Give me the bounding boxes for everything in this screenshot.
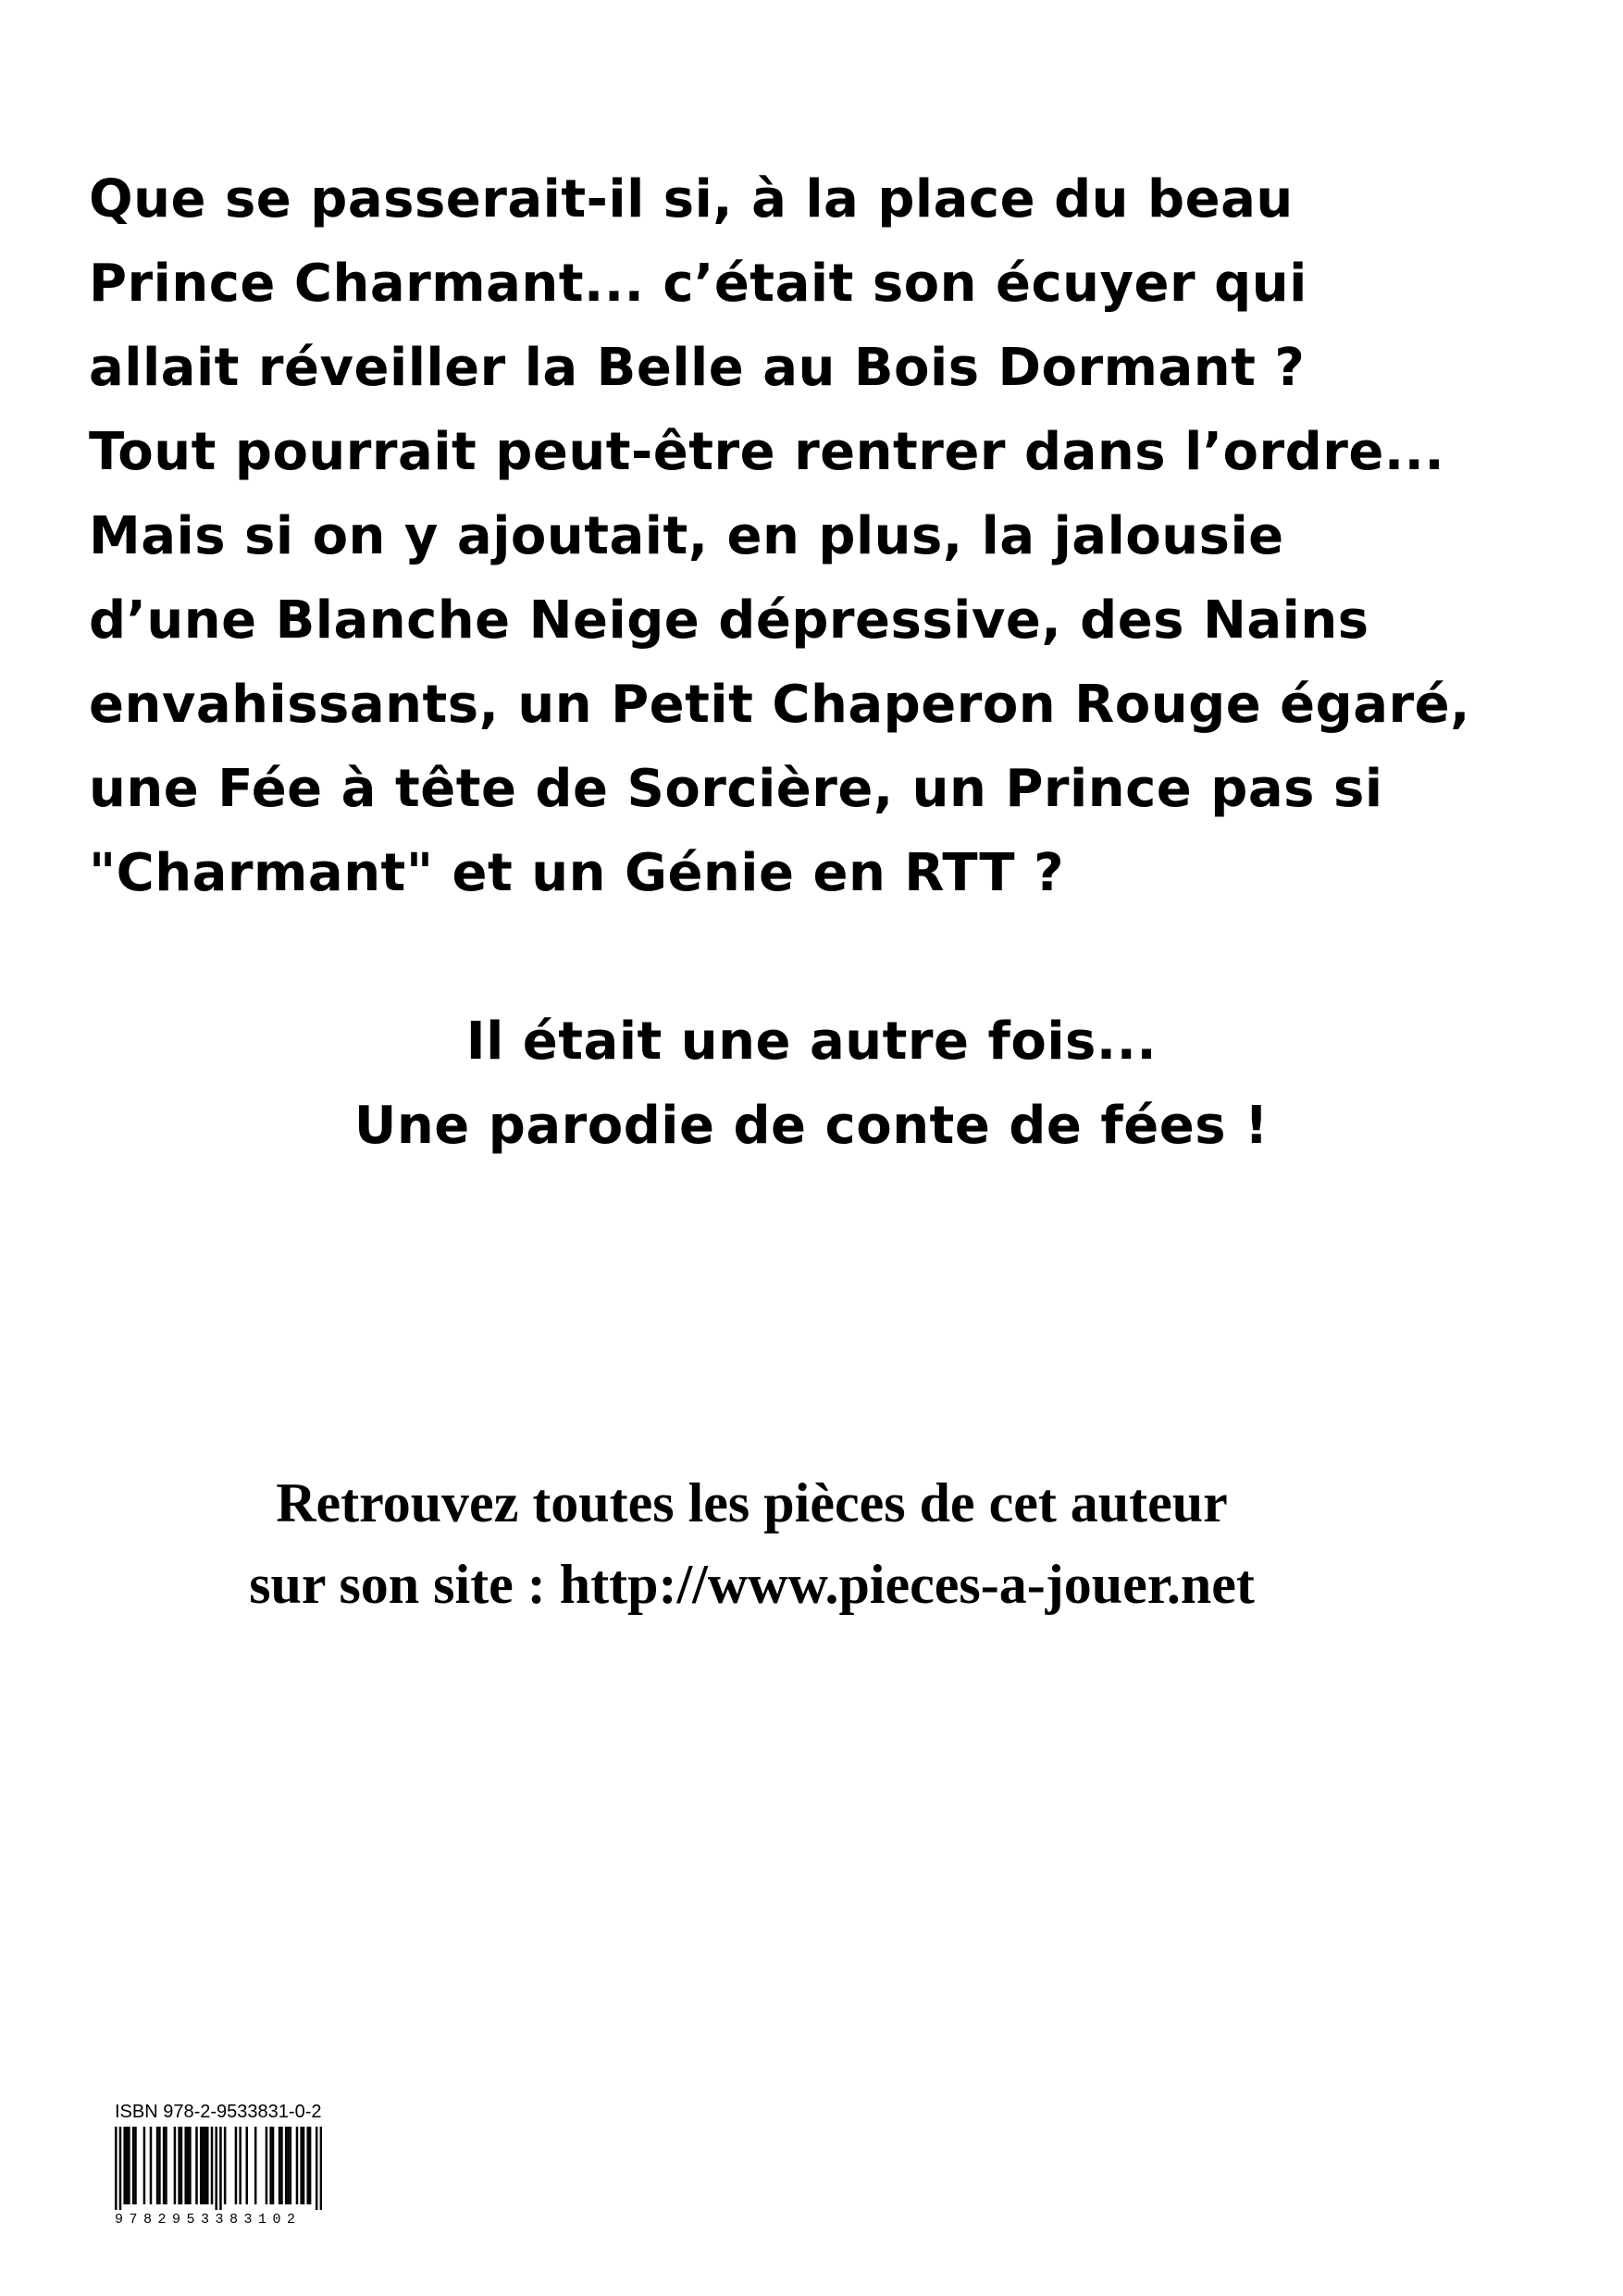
barcode-bar xyxy=(245,2127,248,2204)
barcode-bar xyxy=(158,2127,161,2204)
blurb-line: d’une Blanche Neige dépressive, des Nains xyxy=(89,590,1369,651)
blurb-line: allait réveiller la Belle au Bois Dormant ? xyxy=(89,338,1306,398)
barcode-bar xyxy=(126,2127,129,2204)
barcode-bar xyxy=(150,2127,153,2204)
barcode-bar xyxy=(254,2127,257,2204)
barcode-bar xyxy=(285,2127,288,2204)
barcode-bar xyxy=(303,2127,305,2204)
barcode-bar xyxy=(296,2127,299,2204)
barcode-bar xyxy=(269,2127,272,2204)
barcode-bar xyxy=(143,2127,146,2204)
barcode-bar xyxy=(211,2127,214,2204)
barcode-bar xyxy=(128,2127,130,2204)
barcode-bar xyxy=(235,2127,238,2204)
barcode-bar xyxy=(132,2127,135,2204)
barcode-image xyxy=(115,2127,322,2210)
barcode-bar xyxy=(219,2127,222,2210)
tagline-line: Une parodie de conte de fées ! xyxy=(353,1096,1270,1156)
blurb-line: une Fée à tête de Sorcière, un Prince pas si xyxy=(89,759,1383,819)
blurb-line: Prince Charmant... c’était son écuyer qui xyxy=(89,254,1307,314)
barcode-bar xyxy=(272,2127,275,2204)
author-website-promo xyxy=(0,1462,1504,1625)
barcode-bar xyxy=(290,2127,292,2204)
barcode-bar xyxy=(280,2127,283,2204)
barcode-bar xyxy=(134,2127,137,2204)
barcode-bar xyxy=(309,2127,312,2204)
barcode-digits: 9782953383102 xyxy=(115,2212,302,2228)
barcode-bar xyxy=(287,2127,290,2204)
barcode-bar xyxy=(189,2127,192,2204)
barcode-bar xyxy=(123,2127,126,2204)
barcode-bar xyxy=(306,2127,309,2204)
barcode-bar xyxy=(115,2127,118,2210)
barcode-bar xyxy=(266,2127,268,2204)
blurb-paragraph xyxy=(89,157,1532,915)
barcode-bar xyxy=(178,2127,180,2204)
barcode-bar xyxy=(187,2127,190,2204)
barcode-bar xyxy=(206,2127,209,2204)
isbn-label: ISBN 978-2-9533831-0-2 xyxy=(115,2102,322,2122)
blurb-line: Que se passerait-il si, à la place du beau xyxy=(89,169,1294,230)
promo-line: sur son site : http://www.pieces-a-jouer.net xyxy=(249,1554,1255,1615)
isbn-barcode-block xyxy=(109,2101,328,2240)
barcode-bar xyxy=(195,2127,198,2204)
blurb-line: Tout pourrait peut-être rentrer dans l’ordre... xyxy=(89,422,1445,482)
barcode-bar xyxy=(165,2127,167,2204)
blurb-line: Mais si on y ajoutait, en plus, la jalousie xyxy=(89,506,1284,566)
promo-line: Retrouvez toutes les pièces de cet auteur xyxy=(276,1472,1228,1533)
barcode-bar xyxy=(224,2127,227,2204)
barcode-bar xyxy=(300,2127,303,2204)
barcode-bar xyxy=(174,2127,177,2204)
barcode-bar xyxy=(239,2127,242,2204)
barcode-bar xyxy=(200,2127,203,2204)
barcode-bar xyxy=(215,2127,217,2210)
blurb-line: envahissants, un Petit Chaperon Rouge égaré, xyxy=(89,675,1470,735)
tagline-line: Il était une autre fois... xyxy=(465,1011,1158,1072)
barcode-bar xyxy=(316,2127,318,2210)
barcode-bar xyxy=(156,2127,159,2204)
tagline xyxy=(0,999,1623,1168)
barcode-bar xyxy=(163,2127,166,2204)
barcode-bar xyxy=(184,2127,187,2204)
barcode-bar xyxy=(119,2127,122,2210)
barcode-bar xyxy=(279,2127,281,2204)
barcode-bar xyxy=(320,2127,322,2210)
barcode-bar xyxy=(180,2127,183,2204)
barcode-bar xyxy=(202,2127,204,2204)
barcode-bar xyxy=(204,2127,207,2204)
blurb-line: "Charmant" et un Génie en RTT ? xyxy=(89,843,1065,903)
